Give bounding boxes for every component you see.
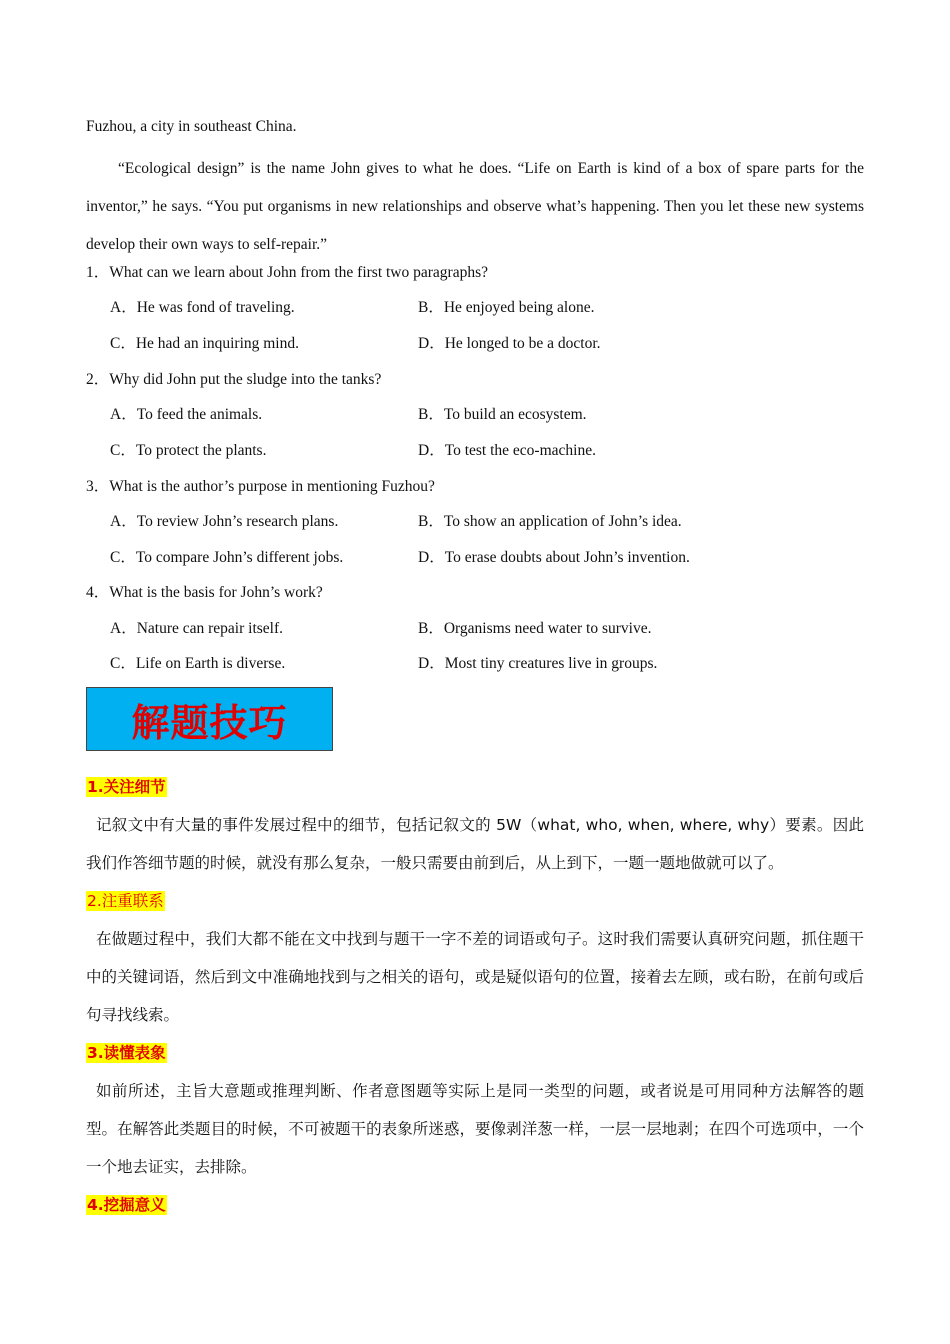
option-d: D．To erase doubts about John’s invention. [418,549,690,566]
passage-paragraph: “Ecological design” is the name John gives to what he does. “Life on Earth is kind of a box of spare parts for the inventor,” he says. “You put organisms in new relationships and observe what’s happening. Then you let these new systems develop their own ways to self-repair.” [86,160,864,253]
tip-heading: 2.注重联系 [87,892,164,910]
question-stem: 4．What is the basis for John’s work? [86,584,323,601]
question-stem: 1．What can we learn about John from the first two paragraphs? [86,264,489,281]
option-d: D．To test the eco-machine. [418,442,596,459]
option-a: A．He was fond of traveling. [110,299,295,316]
option-c: C．To compare John’s different jobs. [110,549,344,566]
tip-heading: 1.关注细节 [87,778,166,796]
tip-body: 如前所述，主旨大意题或推理判断、作者意图题等实际上是同一类型的问题，或者说是可用同种方法解答的题型。在解答此类题目的时候，不可被题干的表象所迷惑，要像剥洋葱一样，一层一层地剥；在四个可选项中，一个一个地去证实，去排除。 [86,1082,864,1176]
option-b: B．To show an application of John’s idea. [418,513,682,530]
option-b: B．Organisms need water to survive. [418,620,652,637]
tip-body: 记叙文中有大量的事件发展过程中的细节，包括记叙文的 5W（what, who, when, where, why）要素。因此我们作答细节题的时候，就没有那么复杂，一般只需要由前到后，从上到下，一题一题地做就可以了。 [86,816,864,872]
section-banner [86,687,333,751]
option-b: B．To build an ecosystem. [418,406,587,423]
question-stem: 2．Why did John put the sludge into the tanks? [86,371,382,388]
option-a: A．To review John’s research plans. [110,513,339,530]
option-d: D．He longed to be a doctor. [418,335,601,352]
option-c: C．He had an inquiring mind. [110,335,299,352]
option-a: A．Nature can repair itself. [110,620,284,637]
option-c: C．Life on Earth is diverse. [110,655,286,672]
question-stem: 3．What is the author’s purpose in mentioning Fuzhou? [86,478,435,495]
tip-heading: 3.读懂表象 [87,1044,166,1062]
tip-heading: 4.挖掘意义 [87,1196,166,1214]
banner-title: 解题技巧 [131,700,288,745]
passage-line: Fuzhou, a city in southeast China. [86,118,297,135]
tip-body: 在做题过程中，我们大都不能在文中找到与题干一字不差的词语或句子。这时我们需要认真研究问题，抓住题干中的关键词语，然后到文中准确地找到与之相关的语句，或是疑似语句的位置，接着去左顾，或右盼，在前句或后句寻找线索。 [86,930,864,1024]
option-c: C．To protect the plants. [110,442,267,459]
option-a: A．To feed the animals. [110,406,263,423]
option-b: B．He enjoyed being alone. [418,299,595,316]
option-d: D．Most tiny creatures live in groups. [418,655,658,672]
